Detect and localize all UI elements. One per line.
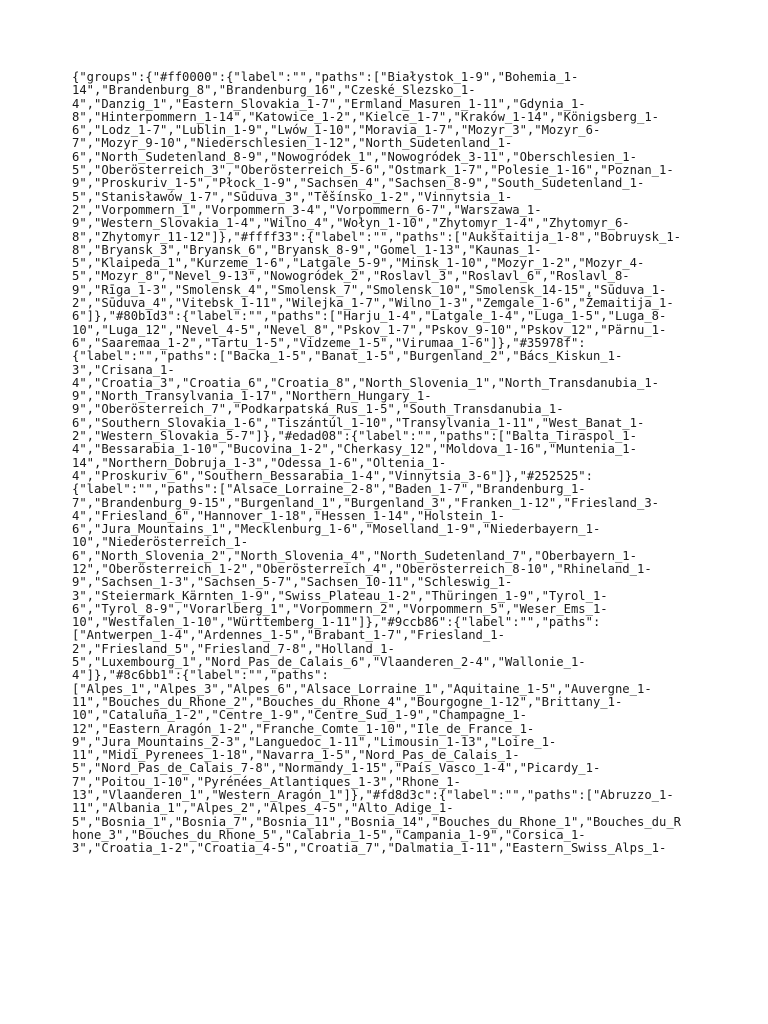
text-line: 9","Sachsen_1-3","Sachsen_5-7","Sachsen_10-11","Schleswig_1- bbox=[72, 575, 513, 590]
text-line: 13","Vlaanderen_1","Western_Aragón_1"]},"#fd8d3c":{"label":"","paths":["Abruzzo_1- bbox=[72, 788, 674, 803]
text-line: 10","Niederösterreich_1- bbox=[72, 535, 249, 550]
text-line: 6"]},"#80b1d3":{"label":"","paths":["Harju_1-4","Latgale_1-4","Luga_1-5","Luga_8- bbox=[72, 309, 667, 324]
text-line: 6","Lodz_1-7","Lublin_1-9","Lwów_1-10","Moravia_1-7","Mozyr_3","Mozyr_6- bbox=[72, 123, 601, 138]
text-line: 10","Luga_12","Nevel_4-5","Nevel_8","Pskov_1-7","Pskov_9-10","Pskov_12","Pärnu_1- bbox=[72, 322, 667, 337]
text-line: 7","Mozyr_9-10","Niederschlesien_1-12","North_Sudetenland_1- bbox=[72, 136, 513, 151]
text-line: 6","Jura_Mountains_1","Mecklenburg_1-6","Moselland_1-9","Niederbayern_1- bbox=[72, 522, 601, 537]
text-line: 10","Cataluña_1-2","Centre_1-9","Centre_Sud_1-9","Champagne_1- bbox=[72, 708, 527, 723]
text-line: 4","Croatia_3","Croatia_6","Croatia_8","North_Slovenia_1","North_Transdanubia_1- bbox=[72, 375, 659, 390]
text-line: 9","Rīga_1-3","Smolensk_4","Smolensk_7","Smolensk_10","Smolensk_14-15","Sūduva_1- bbox=[72, 282, 667, 297]
text-line: ["Alpes_1","Alpes_3","Alpes_6","Alsace_Lorraine_1","Aquitaine_1-5","Auvergne_1- bbox=[72, 681, 652, 696]
text-line: 4","Danzig_1","Eastern_Slovakia_1-7","Ermland_Masuren_1-11","Gdynia_1- bbox=[72, 96, 586, 111]
text-line: 12","Eastern_Aragón_1-2","Franche_Comte_1-10","Ile_de_France_1- bbox=[72, 721, 535, 736]
text-line: 7","Brandenburg_9-15","Burgenland_1","Burgenland_3","Franken_1-12","Friesland_3- bbox=[72, 495, 659, 510]
text-line: 6","North_Slovenia_2","North_Slovenia_4","North_Sudetenland_7","Oberbayern_1- bbox=[72, 548, 637, 563]
text-line: 5","Oberösterreich_3","Oberösterreich_5-6","Ostmark_1-7","Polesie_1-16","Poznan_1- bbox=[72, 163, 674, 178]
text-line: 6","North_Sudetenland_8-9","Nowogródek_1","Nowogródek_3-11","Oberschlesien_1- bbox=[72, 149, 637, 164]
text-line: 14","Northern_Dobruja_1-3","Odessa_1-6","Oltenia_1- bbox=[72, 455, 447, 470]
text-line: 9","Jura_Mountains_2-3","Languedoc_1-11","Limousin_1-13","Loire_1- bbox=[72, 734, 557, 749]
text-line: 6","Southern_Slovakia_1-6","Tiszántúl_1-10","Transylvania_1-11","West_Banat_1- bbox=[72, 415, 645, 430]
text-line: hone_3","Bouches_du_Rhone_5","Calabria_1-5","Campania_1-9","Corsica_1- bbox=[72, 827, 586, 842]
text-line: 6","Tyrol_8-9","Vorarlberg_1","Vorpommern_2","Vorpommern_5","Weser_Ems_1- bbox=[72, 601, 608, 616]
text-line: 12","Oberösterreich_1-2","Oberösterreich_4","Oberösterreich_8-10","Rhineland_1- bbox=[72, 561, 652, 576]
text-line: 14","Brandenburg_8","Brandenburg_16","Czeské_Slezsko_1- bbox=[72, 83, 476, 98]
text-line: 3","Crisana_1- bbox=[72, 362, 175, 377]
text-line: 8","Bryansk_3","Bryansk_6","Bryansk_8-9","Gomel_1-13","Kaunas_1- bbox=[72, 242, 542, 257]
text-line: 4"]},"#8c6bb1":{"label":"","paths": bbox=[72, 668, 329, 683]
text-line: 2","Western_Slovakia_5-7"]},"#edad08":{"label":"","paths":["Balta_Tiraspol_1- bbox=[72, 429, 637, 444]
text-line: 4","Proskuriv_6","Southern_Bessarabia_1-4","Vinnytsia_3-6"]},"#252525": bbox=[72, 468, 593, 483]
text-line: {"groups":{"#ff0000":{"label":"","paths":["Białystok_1-9","Bohemia_1- bbox=[72, 70, 579, 84]
text-line: 5","Nord_Pas_de_Calais_7-8","Normandy_1-15","País_Vasco_1-4","Picardy_1- bbox=[72, 761, 601, 776]
text-line: ["Antwerpen_1-4","Ardennes_1-5","Brabant_1-7","Friesland_1- bbox=[72, 628, 505, 643]
text-line: 10","Westfalen_1-10","Württemberg_1-11"]},"#9ccb86":{"label":"","paths": bbox=[72, 615, 601, 630]
text-line: 7","Poitou_1-10","Pyrénées_Atlantiques_1-3","Rhone_1- bbox=[72, 774, 461, 789]
text-line: 9","Proskuriv_1-5","Płock_1-9","Sachsen_4","Sachsen_8-9","South_Sudetenland_1- bbox=[72, 176, 645, 191]
text-line: 4","Friesland_6","Hannover_1-18","Hessen_1-14","Holstein_1- bbox=[72, 508, 505, 523]
text-line: 8","Zhytomyr_11-12"]},"#ffff33":{"label":"","paths":["Aukštaitija_1-8","Bobruysk_1- bbox=[72, 229, 682, 244]
text-line: 6","Saaremaa_1-2","Tartu_1-5","Vidzeme_1-5","Virumaa_1-6"]},"#35978f": bbox=[72, 335, 586, 350]
text-line: 5","Stanisławów_1-7","Sūduva_3","Těšínsko_1-2","Vinnytsia_1- bbox=[72, 189, 513, 204]
text-line: 8","Hinterpommern_1-14","Katowice_1-2","Kielce_1-7","Kraków_1-14","Königsberg_1- bbox=[72, 109, 659, 124]
text-line: 4","Bessarabia_1-10","Bucovina_1-2","Cherkasy_12","Moldova_1-16","Muntenia_1- bbox=[72, 442, 637, 457]
text-line: 11","Bouches_du_Rhone_2","Bouches_du_Rhone_4","Bourgogne_1-12","Brittany_1- bbox=[72, 694, 623, 709]
text-line: 9","North_Transylvania_1-17","Northern_Hungary_1- bbox=[72, 389, 432, 404]
text-line: 5","Mozyr_8","Nevel_9-13","Nowogródek_2","Roslavl_3","Roslavl_6","Roslavl_8- bbox=[72, 269, 630, 284]
text-line: 5","Luxembourg_1","Nord_Pas_de_Calais_6","Vlaanderen_2-4","Wallonie_1- bbox=[72, 655, 586, 670]
text-line: 5","Bosnia_1","Bosnia_7","Bosnia_11","Bosnia_14","Bouches_du_Rhone_1","Bouches_du_R bbox=[72, 814, 682, 829]
text-line: {"label":"","paths":["Alsace_Lorraine_2-8","Baden_1-7","Brandenburg_1- bbox=[72, 482, 586, 497]
text-line: {"label":"","paths":["Backa_1-5","Banat_1-5","Burgenland_2","Bács_Kiskun_1- bbox=[72, 349, 623, 364]
text-line: 2","Vorpommern_1","Vorpommern_3-4","Vorpommern_6-7","Warszawa_1- bbox=[72, 202, 542, 217]
text-line: 2","Sūduva_4","Vitebsk_1-11","Wilejka_1-7","Wilno_1-3","Zemgale_1-6","Žemaitija_1- bbox=[72, 296, 674, 311]
text-line: 9","Oberösterreich_7","Podkarpatská_Rus_1-5","South_Transdanubia_1- bbox=[72, 402, 564, 417]
json-text-document bbox=[72, 71, 702, 856]
text-line: 3","Croatia_1-2","Croatia_4-5","Croatia_7","Dalmatia_1-11","Eastern_Swiss_Alps_1- bbox=[72, 841, 667, 856]
text-line: 3","Steiermark_Kärnten_1-9","Swiss_Plateau_1-2","Thüringen_1-9","Tyrol_1- bbox=[72, 588, 608, 603]
text-line: 9","Western_Slovakia_1-4","Wilno_4","Wołyn_1-10","Zhytomyr_1-4","Zhytomyr_6- bbox=[72, 216, 630, 231]
text-line: 11","Midi_Pyrenees_1-18","Navarra_1-5","Nord_Pas_de_Calais_1- bbox=[72, 748, 520, 763]
text-line: 5","Klaipeda_1","Kurzeme_1-6","Latgale_5-9","Minsk_1-10","Mozyr_1-2","Mozyr_4- bbox=[72, 256, 645, 271]
text-line: 11","Albania_1","Alpes_2","Alpes_4-5","Alto_Adige_1- bbox=[72, 801, 454, 816]
text-line: 2","Friesland_5","Friesland_7-8","Holland_1- bbox=[72, 641, 395, 656]
